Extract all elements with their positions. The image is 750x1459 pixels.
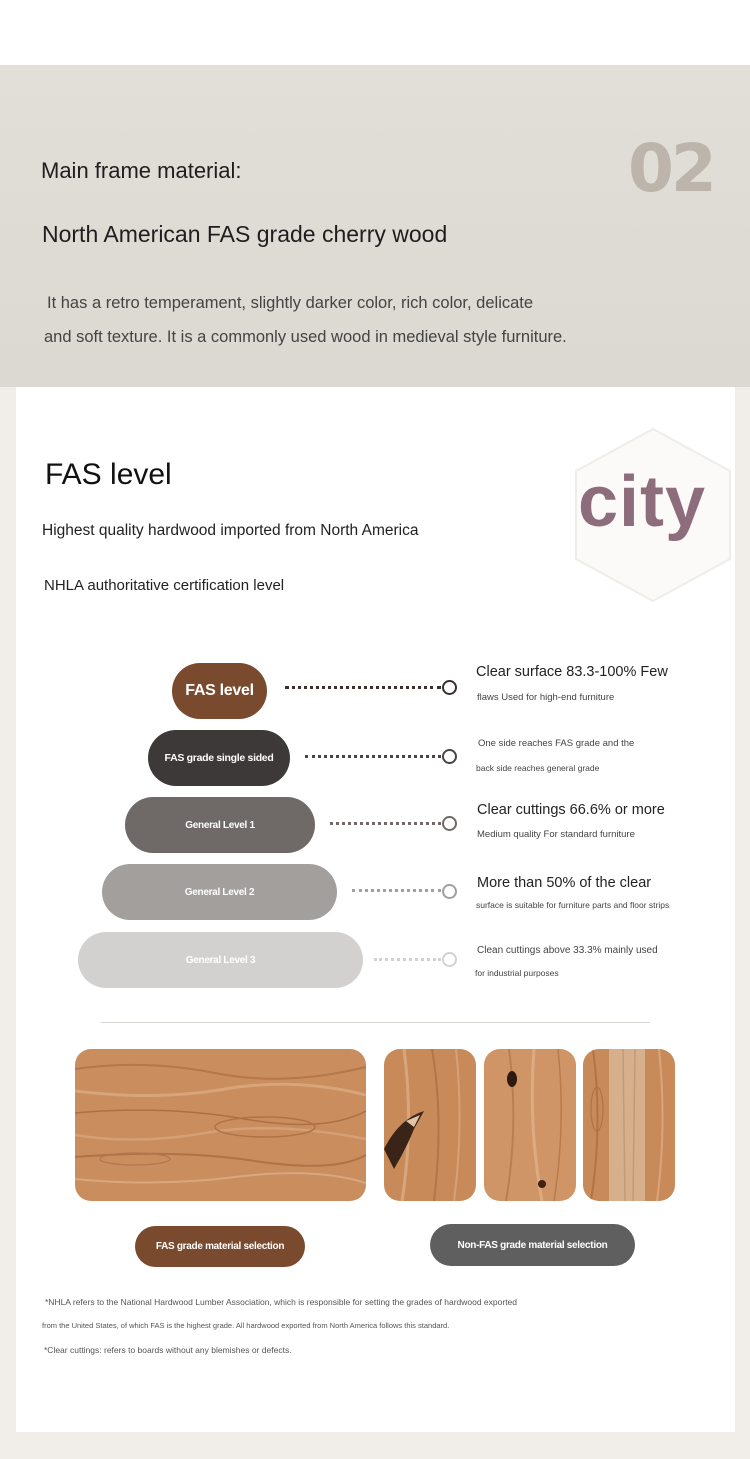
non-fas-sample-knot-image xyxy=(384,1049,476,1201)
nhla-note-line1: *NHLA refers to the National Hardwood Lumber Association, which is responsible for setting the grades of hardwood exported xyxy=(45,1297,518,1307)
grade-marker-icon xyxy=(442,680,457,695)
grade-connector-line xyxy=(305,755,441,758)
grade-desc-main: More than 50% of the clear xyxy=(477,875,652,891)
section-number: 02 xyxy=(628,130,714,207)
wood-type-title: North American FAS grade cherry wood xyxy=(42,221,448,247)
city-logo-text: city xyxy=(578,462,707,542)
grade-connector-line xyxy=(374,958,441,961)
grade-desc-sub: One side reaches FAS grade and the xyxy=(478,738,635,749)
grade-marker-icon xyxy=(442,952,457,967)
grade-desc-sub: surface is suitable for furniture parts and floor strips xyxy=(476,900,670,910)
grade-connector-line xyxy=(330,822,441,825)
grade-connector-line xyxy=(285,686,441,689)
top-spacer xyxy=(0,0,750,65)
grade-desc-sub: Clean cuttings above 33.3% mainly used xyxy=(477,945,658,956)
grade-pill-general-1: General Level 1 xyxy=(125,797,315,853)
grade-desc-main: Clear cuttings 66.6% or more xyxy=(477,802,665,818)
grade-desc-sub: flaws Used for high-end furniture xyxy=(477,692,615,703)
grade-desc-sub-2: back side reaches general grade xyxy=(476,763,600,773)
non-fas-sample-sapwood-image xyxy=(583,1049,675,1201)
grade-pill-fas: FAS level xyxy=(172,663,267,719)
grade-pill-general-2: General Level 2 xyxy=(102,864,337,920)
non-fas-sample-spot-image xyxy=(484,1049,576,1201)
grade-marker-icon xyxy=(442,884,457,899)
clear-cuttings-note: *Clear cuttings: refers to boards without any blemishes or defects. xyxy=(44,1345,292,1355)
fas-level-title: FAS level xyxy=(45,458,172,491)
grade-desc-sub: Medium quality For standard furniture xyxy=(477,829,635,840)
wood-description-line1: It has a retro temperament, slightly darker color, rich color, delicate xyxy=(47,294,534,312)
grade-pill-general-3: General Level 3 xyxy=(78,932,363,988)
fas-description-line1: Highest quality hardwood imported from North America xyxy=(42,522,419,539)
nhla-note-line2: from the United States, of which FAS is the highest grade. All hardwood exported from North America follows this standard. xyxy=(42,1321,450,1330)
wood-description-line2: and soft texture. It is a commonly used wood in medieval style furniture. xyxy=(44,328,567,346)
grade-desc-sub-2: for industrial purposes xyxy=(475,968,559,978)
grade-marker-icon xyxy=(442,749,457,764)
fas-wood-sample-image xyxy=(75,1049,366,1201)
non-fas-material-button[interactable]: Non-FAS grade material selection xyxy=(430,1224,635,1266)
fas-description-line2: NHLA authoritative certification level xyxy=(44,577,285,594)
section-divider xyxy=(101,1022,650,1023)
grade-desc-main: Clear surface 83.3-100% Few xyxy=(476,664,668,680)
fas-material-button[interactable]: FAS grade material selection xyxy=(135,1226,305,1267)
grade-connector-line xyxy=(352,889,441,892)
frame-material-label: Main frame material: xyxy=(41,158,242,183)
grade-marker-icon xyxy=(442,816,457,831)
grade-pill-single-sided: FAS grade single sided xyxy=(148,730,290,786)
